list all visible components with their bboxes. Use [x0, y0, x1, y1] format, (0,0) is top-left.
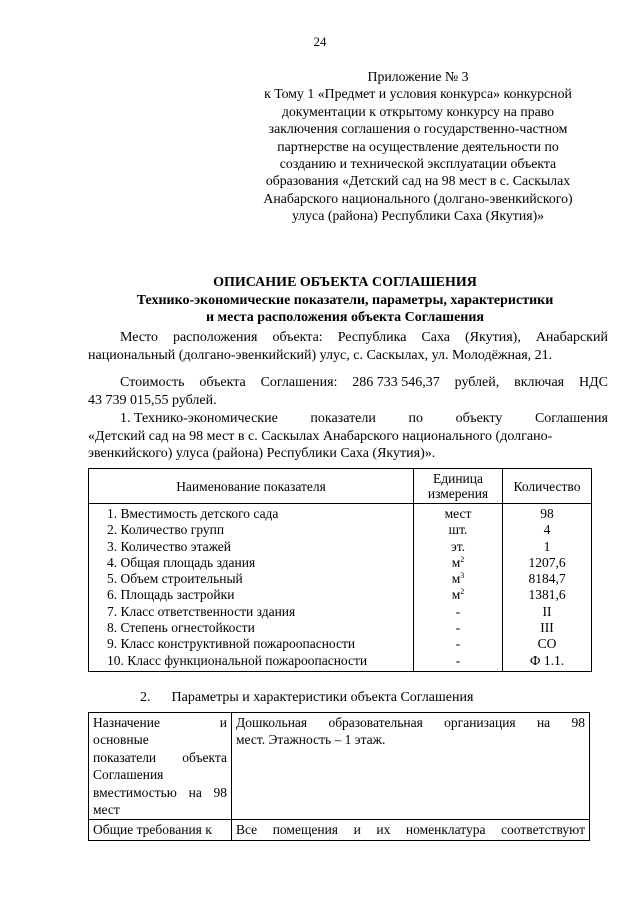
section-2-heading: [140, 690, 473, 706]
section-2-number: 2.: [140, 690, 151, 705]
label-line-2: основные: [93, 732, 149, 748]
location-line-1: [88, 329, 608, 347]
word: 98: [213, 784, 227, 800]
indicator-quantity: III: [503, 620, 592, 636]
value-line-2: мест. Этажность – 1 этаж.: [236, 732, 386, 748]
indicator-quantity: Ф 1.1.: [503, 653, 592, 672]
table-row: [89, 571, 592, 587]
label-line-4: Соглашения: [93, 767, 164, 783]
unit-text: -: [455, 603, 461, 619]
value-line-1: [236, 714, 585, 731]
unit-text: м: [451, 554, 461, 570]
location-paragraph: [88, 329, 608, 364]
parameters-table: [88, 712, 590, 841]
table-row: [89, 653, 592, 672]
word: соответствуют: [501, 822, 585, 838]
indicator-name: 5. Объем строительный: [89, 571, 414, 587]
word: Стоимость: [120, 375, 185, 390]
word: Саха: [421, 330, 451, 345]
word: объекту: [455, 411, 503, 426]
indicator-name: 4. Общая площадь здания: [89, 555, 414, 571]
label-line-5: [93, 784, 227, 801]
header-quantity: Количество: [503, 469, 592, 504]
word: организация: [444, 715, 516, 730]
appendix-note: [232, 68, 604, 225]
parameters-row-value: [232, 713, 590, 820]
word: Назначение: [93, 715, 160, 730]
indicators-table-header: [89, 469, 592, 504]
indicator-name: 9. Класс конструктивной пожароопасности: [89, 636, 414, 652]
unit-text: м: [451, 587, 461, 603]
indicators-table: [88, 468, 592, 672]
word: и: [219, 715, 227, 730]
indicator-name: 6. Площадь застройки: [89, 587, 414, 603]
parameters-row: [89, 713, 590, 820]
word: объекта:: [272, 330, 323, 345]
appendix-line-4: заключения соглашения о государственно-частном: [268, 121, 568, 137]
word: рублей,: [454, 375, 500, 390]
indicator-unit: [414, 522, 503, 538]
cost-paragraph: [88, 374, 608, 409]
indicator-unit: [414, 504, 503, 523]
unit-text: шт.: [448, 522, 468, 538]
header-unit-line-1: Единица: [432, 471, 483, 486]
indicator-quantity: CO: [503, 636, 592, 652]
word: объекта: [199, 375, 246, 390]
indicator-unit: [414, 636, 503, 652]
unit-exponent: 3: [460, 571, 465, 581]
word: номенклатура: [405, 822, 486, 838]
word: Место: [120, 330, 158, 345]
section-1-line-1: [88, 410, 608, 428]
unit-text: эт.: [450, 538, 466, 554]
unit-text: -: [455, 652, 461, 668]
word: показатели: [310, 411, 376, 426]
location-line-2: национальный (долгано-эвенкийский) улус, с. Саскылах, ул. Молодёжная, 21.: [88, 347, 553, 363]
indicator-quantity: II: [503, 604, 592, 620]
table-row: [89, 636, 592, 652]
table-row: [89, 522, 592, 538]
page-number: 24: [313, 34, 327, 49]
unit-text: -: [455, 620, 461, 636]
appendix-line-3: документации к открытому конкурсу на право: [281, 103, 555, 119]
unit-exponent: 2: [460, 554, 465, 564]
section-1-line-2: «Детский сад на 98 мест в с. Саскылах Анабарского национального (долгано-: [88, 428, 553, 444]
indicator-unit: [414, 539, 503, 555]
indicator-quantity: 4: [503, 522, 592, 538]
indicator-unit: [414, 571, 503, 587]
heading-subtitle-line-2: и места расположения объекта Соглашения: [205, 310, 485, 326]
word: Все: [236, 822, 258, 838]
label-line-1: [93, 714, 227, 731]
indicator-unit: [414, 620, 503, 636]
word: Соглашения: [534, 411, 608, 426]
table-row: [89, 555, 592, 571]
indicator-quantity: 8184,7: [503, 571, 592, 587]
label-line-6: мест: [93, 802, 120, 818]
word: НДС: [578, 375, 608, 390]
appendix-line-5: партнерстве на осуществление деятельности по: [277, 138, 559, 154]
table-row: [89, 539, 592, 555]
document-heading: [0, 274, 640, 327]
appendix-line-6: созданию и технической эксплуатации объекта: [279, 156, 557, 172]
requirements-value-line: [236, 821, 585, 838]
label-line-3: [93, 749, 227, 766]
requirements-row: [89, 820, 590, 840]
indicator-unit: [414, 587, 503, 603]
word: образовательная: [328, 715, 423, 730]
word: 98: [571, 715, 585, 730]
appendix-line-2: к Тому 1 «Предмет и условия конкурса» конкурсной: [264, 86, 572, 102]
indicator-quantity: 1381,6: [503, 587, 592, 603]
unit-text: м: [451, 571, 461, 587]
word: Анабарский: [535, 330, 608, 345]
indicator-quantity: 1207,6: [503, 555, 592, 571]
word: 1. Технико-экономические: [120, 411, 278, 426]
indicator-quantity: 1: [503, 539, 592, 555]
table-row: [89, 504, 592, 523]
unit-exponent: 2: [460, 587, 465, 597]
table-row: [89, 620, 592, 636]
parameters-row-label: [89, 713, 232, 820]
section-1-paragraph: [88, 410, 608, 463]
table-row: [89, 587, 592, 603]
unit-text: мест: [444, 506, 472, 521]
word: (Якутия),: [465, 330, 521, 345]
indicator-unit: [414, 604, 503, 620]
word: объекта: [182, 749, 227, 765]
word: помещения: [272, 822, 339, 838]
section-1-line-3: эвенкийского) улуса (района) Республики Саха (Якутия)».: [88, 446, 436, 462]
heading-subtitle-line-1: Технико-экономические показатели, параметры, характеристики: [136, 292, 554, 308]
requirements-row-value: [232, 820, 590, 840]
word: на: [536, 715, 551, 730]
indicator-name: 8. Степень огнестойкости: [89, 620, 414, 636]
requirements-row-label: Общие требования к: [89, 820, 232, 840]
header-unit-line-2: измерения: [427, 486, 489, 501]
word: расположения: [172, 330, 258, 345]
section-2-title: Параметры и характеристики объекта Соглашения: [171, 690, 474, 705]
indicator-name: 1. Вместимость детского сада: [89, 504, 414, 523]
word: Соглашения:: [260, 375, 338, 390]
indicator-name: 10. Класс функциональной пожароопасности: [89, 653, 414, 672]
table-row: [89, 604, 592, 620]
word: Республика: [337, 330, 407, 345]
word: на: [188, 784, 202, 800]
header-unit: [414, 469, 503, 504]
cost-line-1: [88, 374, 608, 392]
word: вместимостью: [93, 784, 177, 800]
indicator-unit: [414, 653, 503, 672]
word: Дошкольная: [236, 715, 308, 730]
indicator-name: 7. Класс ответственности здания: [89, 604, 414, 620]
indicator-quantity: 98: [503, 504, 592, 523]
word: по: [408, 411, 423, 426]
word: их: [376, 822, 391, 838]
appendix-line-8: Анабарского национального (долгано-эвенкийского): [263, 190, 573, 206]
word: включая: [514, 375, 565, 390]
indicator-unit: [414, 555, 503, 571]
word: 286 733 546,37: [352, 375, 440, 390]
appendix-line-9: улуса (района) Республики Саха (Якутия)»: [291, 208, 545, 224]
unit-text: -: [455, 636, 461, 652]
appendix-line-7: образования «Детский сад на 98 мест в с. Саскылах: [265, 173, 571, 189]
indicator-name: 3. Количество этажей: [89, 539, 414, 555]
appendix-line-1: Приложение № 3: [367, 69, 469, 84]
heading-title: ОПИСАНИЕ ОБЪЕКТА СОГЛАШЕНИЯ: [213, 275, 477, 290]
header-name: Наименование показателя: [89, 469, 414, 504]
word: и: [353, 822, 361, 838]
indicator-name: 2. Количество групп: [89, 522, 414, 538]
word: показатели: [93, 749, 157, 765]
cost-line-2: 43 739 015,55 рублей.: [88, 392, 217, 408]
